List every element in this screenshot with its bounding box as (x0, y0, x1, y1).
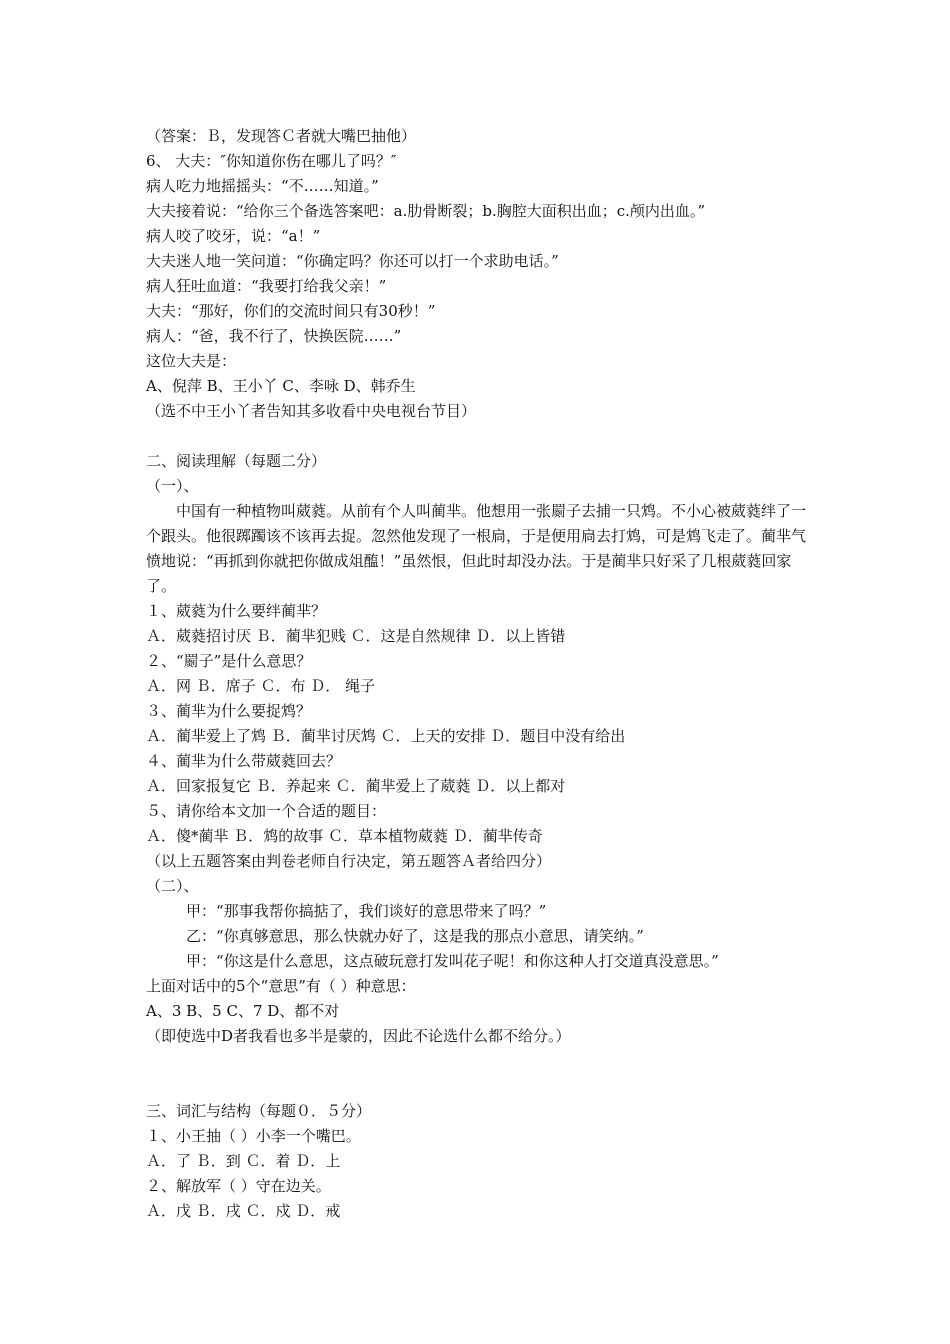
dialogue-line: 大夫迷人地一笑问道：“你确定吗？你还可以打一个求助电话。” (146, 252, 559, 270)
dialogue-line: 乙：“你真够意思，那么快就办好了，这是我的那点小意思，请笑纳。” (186, 927, 644, 945)
reading-question-5: ５、请你给本文加一个合适的题目： (146, 802, 387, 820)
dialogue-line: 甲：“那事我帮你搞掂了，我们谈好的意思带来了吗？” (186, 902, 547, 920)
spacer (146, 1074, 810, 1099)
dialogue-line: 病人：“爸，我不行了，快换医院……” (146, 327, 402, 345)
section-3-heading: 三、词汇与结构（每题０．５分） (146, 1102, 372, 1120)
reading-options-1: Ａ．葳蕤招讨厌 Ｂ．蔺芈犯贱 Ｃ．这是自然规律 Ｄ．以上皆错 (146, 627, 566, 645)
reading-answer-note: （以上五题答案由判卷老师自行决定，第五题答Ａ者给四分） (146, 852, 552, 870)
answer-note-5: （答案：Ｂ，发现答Ｃ者就大嘴巴抽他） (146, 127, 417, 145)
dialogue-question: 上面对话中的5个“意思”有（ ）种意思： (146, 977, 416, 995)
reading-question-2: ２、“罽子”是什么意思？ (146, 652, 312, 670)
vocab-options-1: Ａ．了 Ｂ．到 Ｃ．着 Ｄ．上 (146, 1152, 341, 1170)
reading-options-2: Ａ．网 Ｂ．席子 Ｃ．布 Ｄ． 绳子 (146, 677, 376, 695)
subsection-2-heading: （二）、 (146, 877, 199, 895)
reading-question-3: ３、蔺芈为什么要捉鸩？ (146, 702, 312, 720)
subsection-1-heading: （一）、 (146, 477, 199, 495)
reading-options-5: Ａ．傻*蔺芈 Ｂ．鸩的故事 Ｃ．草本植物葳蕤 Ｄ．蔺芈传奇 (146, 827, 543, 845)
vocab-question-2: ２、解放军（ ）守在边关。 (146, 1177, 331, 1195)
question-prompt: 这位大夫是： (146, 352, 237, 370)
dialogue-answer-note: （即使选中D者我看也多半是蒙的，因此不论选什么都不给分。） (146, 1027, 571, 1045)
vocab-question-1: １、小王抽（ ）小李一个嘴巴。 (146, 1127, 361, 1145)
reading-options-3: Ａ．蔺芈爱上了鸩 Ｂ．蔺芈讨厌鸩 Ｃ．上天的安排 Ｄ．题目中没有给出 (146, 727, 626, 745)
vocab-options-2: Ａ．戊 Ｂ．戌 Ｃ．戍 Ｄ．戒 (146, 1202, 341, 1220)
document-body (146, 124, 810, 1224)
dialogue-line: 病人吃力地摇摇头：“不……知道。” (146, 177, 379, 195)
spacer (146, 1049, 810, 1074)
reading-options-4: Ａ．回家报复它 Ｂ．养起来 Ｃ．蔺芈爱上了葳蕤 Ｄ．以上都对 (146, 777, 566, 795)
dialogue-line: 甲：“你这是什么意思，这点破玩意打发叫花子呢！和你这种人打交道真没意思。” (186, 952, 719, 970)
dialogue-line: 大夫接着说：“给你三个备选答案吧：a.肋骨断裂；b.胸腔大面积出血；c.颅内出血。” (146, 202, 706, 220)
dialogue-options: A、3 B、5 C、7 D、都不对 (146, 1002, 340, 1020)
answer-options: A、倪萍 B、王小丫 C、李咏 D、韩乔生 (146, 377, 416, 395)
reading-passage: 中国有一种植物叫葳蕤。从前有个人叫蔺芈。他想用一张罽子去捕一只鸩。不小心被葳蕤绊了一个跟头。他很踯躅该不该再去捉。忽然他发现了一根扃，于是便用扃去打鸩，可是鸩飞走了。蔺芈气愤地说：“再抓到你就把你做成俎醢！”虽然恨，但此时却没办法。于是蔺芈只好采了几根葳蕤回家了。 (146, 502, 807, 595)
dialogue-line: 大夫：“那好，你们的交流时间只有30秒！” (146, 302, 436, 320)
reading-question-1: １、葳蕤为什么要绊蔺芈？ (146, 602, 327, 620)
answer-note-6: （选不中王小丫者告知其多收看中央电视台节目） (146, 402, 477, 420)
spacer (146, 424, 810, 449)
question-6-title: 6、 大夫：″你知道你伤在哪儿了吗？″ (146, 152, 397, 170)
reading-question-4: ４、蔺芈为什么带葳蕤回去？ (146, 752, 342, 770)
dialogue-line: 病人咬了咬牙，说：“a！” (146, 227, 321, 245)
section-2-heading: 二、阅读理解（每题二分） (146, 452, 327, 470)
dialogue-line: 病人狂吐血道：“我要打给我父亲！” (146, 277, 387, 295)
